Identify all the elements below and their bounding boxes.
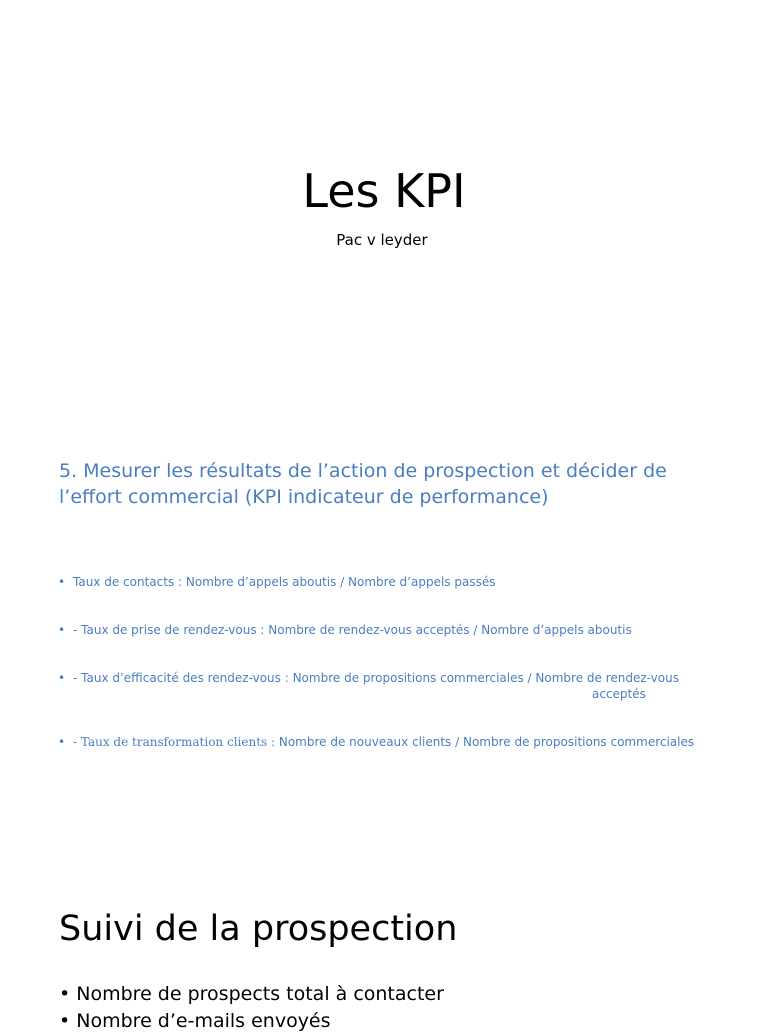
kpi-list	[58, 574, 708, 750]
tracking-list	[59, 981, 719, 1035]
list-item	[59, 981, 719, 1008]
bullet-icon: •	[59, 983, 71, 1005]
kpi-label: - Taux d’efficacité des rendez-vous :	[73, 671, 293, 685]
kpi-label: - Taux de transformation clients :	[73, 735, 279, 749]
tracking-item-label: Nombre d’e-mails envoyés	[76, 1010, 331, 1032]
list-item	[59, 1008, 719, 1035]
kpi-heading: 5. Mesurer les résultats de l’action de prospection et décider de l’effort commercial (KPI indicateur de performance)	[59, 460, 667, 508]
kpi-label: - Taux de prise de rendez-vous :	[73, 623, 269, 637]
bullet-icon: •	[58, 623, 66, 637]
bullet-icon: •	[58, 575, 66, 589]
list-item	[58, 670, 708, 702]
page-title: Les KPI	[302, 164, 466, 218]
bullet-icon: •	[58, 671, 66, 685]
list-item	[58, 622, 708, 638]
kpi-formula: Nombre de nouveaux clients / Nombre de propositions commerciales	[278, 735, 695, 749]
tracking-title: Suivi de la prospection	[59, 909, 458, 949]
bullet-icon: •	[58, 735, 66, 749]
page-subtitle: Pac v leyder	[336, 231, 428, 249]
bullet-icon: •	[59, 1010, 71, 1032]
kpi-formula: Nombre de propositions commerciales / Nombre de rendez-vous	[292, 671, 679, 685]
list-item	[58, 734, 708, 750]
tracking-item-label: Nombre de prospects total à contacter	[76, 983, 444, 1005]
list-item	[58, 574, 708, 590]
kpi-formula-continuation: acceptés	[592, 687, 646, 701]
kpi-label: Taux de contacts :	[73, 575, 186, 589]
kpi-formula: Nombre d’appels aboutis / Nombre d’appels passés	[185, 575, 496, 589]
kpi-formula: Nombre de rendez-vous acceptés / Nombre d’appels aboutis	[268, 623, 632, 637]
